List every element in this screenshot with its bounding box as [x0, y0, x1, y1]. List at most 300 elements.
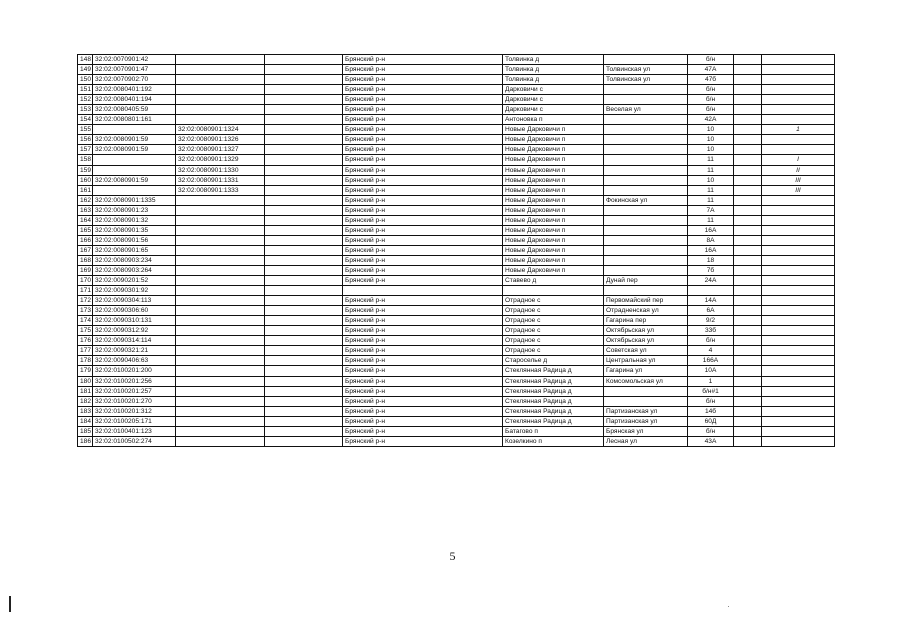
- row-number: 174: [78, 316, 93, 326]
- table-row: [78, 85, 835, 95]
- spacer-cell: [265, 195, 343, 205]
- cadastral-number: 32:02:0100201:256: [93, 376, 176, 386]
- cadastral-subnumber: [176, 75, 265, 85]
- spacer-cell: [265, 105, 343, 115]
- cadastral-number: 32:02:0080405:59: [93, 105, 176, 115]
- house-number: 42А: [688, 115, 734, 125]
- district: Брянский р-н: [343, 396, 503, 406]
- district: Брянский р-н: [343, 436, 503, 446]
- spacer-cell: [265, 316, 343, 326]
- cadastral-subnumber: [176, 65, 265, 75]
- cadastral-number: 32:02:0100201:270: [93, 396, 176, 406]
- street: [604, 386, 688, 396]
- spacer-cell: [265, 346, 343, 356]
- table-row: [78, 436, 835, 446]
- spacer-cell: [265, 75, 343, 85]
- house-number: 18: [688, 255, 734, 265]
- district: Брянский р-н: [343, 326, 503, 336]
- extra-cell: [734, 386, 762, 396]
- cadastral-number: 32:02:0090312:92: [93, 326, 176, 336]
- spacer-cell: [265, 165, 343, 175]
- spacer-cell: [265, 416, 343, 426]
- street: [604, 135, 688, 145]
- cadastral-number: 32:02:0090306:60: [93, 306, 176, 316]
- district: Брянский р-н: [343, 235, 503, 245]
- mark-cell: [762, 105, 835, 115]
- row-number: 183: [78, 406, 93, 416]
- spacer-cell: [265, 306, 343, 316]
- cadastral-subnumber: [176, 436, 265, 446]
- mark-cell: II: [762, 165, 835, 175]
- table-row: [78, 215, 835, 225]
- table-row: [78, 386, 835, 396]
- row-number: 169: [78, 265, 93, 275]
- mark-cell: [762, 205, 835, 215]
- table-row: [78, 175, 835, 185]
- mark-cell: [762, 215, 835, 225]
- cadastral-table: [77, 54, 835, 447]
- extra-cell: [734, 265, 762, 275]
- locality: Отрадное с: [503, 346, 604, 356]
- street: Дунай пер: [604, 276, 688, 286]
- row-number: 150: [78, 75, 93, 85]
- extra-cell: [734, 95, 762, 105]
- house-number: б/н: [688, 95, 734, 105]
- cadastral-subnumber: [176, 426, 265, 436]
- house-number: 8А: [688, 235, 734, 245]
- cadastral-subnumber: [176, 386, 265, 396]
- street: Веселая ул: [604, 105, 688, 115]
- locality: Ставево д: [503, 276, 604, 286]
- table-row: [78, 376, 835, 386]
- row-number: 159: [78, 165, 93, 175]
- locality: Отрадное с: [503, 306, 604, 316]
- scan-speck: [728, 606, 729, 607]
- table-row: [78, 336, 835, 346]
- mark-cell: [762, 195, 835, 205]
- extra-cell: [734, 416, 762, 426]
- cadastral-subnumber: [176, 326, 265, 336]
- cadastral-subnumber: 32:02:0080901:1324: [176, 125, 265, 135]
- locality: Толвинка д: [503, 75, 604, 85]
- row-number: 149: [78, 65, 93, 75]
- cadastral-number: 32:02:0070901:47: [93, 65, 176, 75]
- district: Брянский р-н: [343, 386, 503, 396]
- spacer-cell: [265, 366, 343, 376]
- cadastral-number: 32:02:0080901:59: [93, 135, 176, 145]
- cadastral-number: 32:02:0100201:257: [93, 386, 176, 396]
- cadastral-number: 32:02:0080901:59: [93, 175, 176, 185]
- cadastral-subnumber: [176, 215, 265, 225]
- locality: Стеклянная Радица д: [503, 376, 604, 386]
- cadastral-number: 32:02:0080901:1335: [93, 195, 176, 205]
- locality: Новые Дарковичи п: [503, 265, 604, 275]
- row-number: 181: [78, 386, 93, 396]
- table-row: [78, 316, 835, 326]
- extra-cell: [734, 215, 762, 225]
- district: Брянский р-н: [343, 255, 503, 265]
- table-row: [78, 416, 835, 426]
- cadastral-number: 32:02:0080401:194: [93, 95, 176, 105]
- cadastral-number: 32:02:0090406:63: [93, 356, 176, 366]
- district: Брянский р-н: [343, 416, 503, 426]
- cadastral-subnumber: [176, 55, 265, 65]
- house-number: 10: [688, 175, 734, 185]
- house-number: б/н: [688, 85, 734, 95]
- house-number: 6А: [688, 306, 734, 316]
- district: [343, 286, 503, 296]
- row-number: 170: [78, 276, 93, 286]
- locality: Новые Дарковичи п: [503, 235, 604, 245]
- row-number: 172: [78, 296, 93, 306]
- extra-cell: [734, 356, 762, 366]
- street: Центральная ул: [604, 356, 688, 366]
- street: [604, 145, 688, 155]
- extra-cell: [734, 245, 762, 255]
- spacer-cell: [265, 296, 343, 306]
- row-number: 158: [78, 155, 93, 165]
- mark-cell: [762, 376, 835, 386]
- extra-cell: [734, 276, 762, 286]
- locality: Новые Дарковичи п: [503, 205, 604, 215]
- district: Брянский р-н: [343, 265, 503, 275]
- locality: Толвинка д: [503, 65, 604, 75]
- district: Брянский р-н: [343, 376, 503, 386]
- cadastral-number: 32:02:0100201:312: [93, 406, 176, 416]
- spacer-cell: [265, 356, 343, 366]
- row-number: 164: [78, 215, 93, 225]
- table-row: [78, 125, 835, 135]
- street: [604, 95, 688, 105]
- street: Первомайский пер: [604, 296, 688, 306]
- spacer-cell: [265, 215, 343, 225]
- spacer-cell: [265, 225, 343, 235]
- locality: Новые Дарковичи п: [503, 245, 604, 255]
- house-number: 1: [688, 376, 734, 386]
- district: Брянский р-н: [343, 185, 503, 195]
- district: Брянский р-н: [343, 366, 503, 376]
- table-row: [78, 255, 835, 265]
- street: Толвинская ул: [604, 65, 688, 75]
- spacer-cell: [265, 386, 343, 396]
- table-row: [78, 346, 835, 356]
- spacer-cell: [265, 155, 343, 165]
- cadastral-subnumber: [176, 396, 265, 406]
- extra-cell: [734, 336, 762, 346]
- cadastral-number: [93, 185, 176, 195]
- cadastral-subnumber: [176, 346, 265, 356]
- extra-cell: [734, 366, 762, 376]
- table-row: [78, 155, 835, 165]
- house-number: 4: [688, 346, 734, 356]
- row-number: 154: [78, 115, 93, 125]
- mark-cell: [762, 396, 835, 406]
- district: Брянский р-н: [343, 165, 503, 175]
- locality: Дарковичи с: [503, 95, 604, 105]
- locality: Новые Дарковичи п: [503, 135, 604, 145]
- row-number: 161: [78, 185, 93, 195]
- locality: Отрадное с: [503, 316, 604, 326]
- scan-edge-mark: [9, 596, 11, 612]
- locality: Отрадное с: [503, 336, 604, 346]
- mark-cell: [762, 55, 835, 65]
- row-number: 175: [78, 326, 93, 336]
- district: Брянский р-н: [343, 105, 503, 115]
- locality: Дарковичи с: [503, 85, 604, 95]
- street: Октябрьская ул: [604, 326, 688, 336]
- mark-cell: [762, 145, 835, 155]
- district: Брянский р-н: [343, 65, 503, 75]
- district: Брянский р-н: [343, 125, 503, 135]
- locality: Новые Дарковичи п: [503, 185, 604, 195]
- house-number: 14б: [688, 406, 734, 416]
- extra-cell: [734, 255, 762, 265]
- cadastral-subnumber: [176, 105, 265, 115]
- district: Брянский р-н: [343, 336, 503, 346]
- locality: Отрадное с: [503, 326, 604, 336]
- extra-cell: [734, 165, 762, 175]
- extra-cell: [734, 346, 762, 356]
- cadastral-number: 32:02:0090301:92: [93, 286, 176, 296]
- row-number: 185: [78, 426, 93, 436]
- cadastral-subnumber: [176, 195, 265, 205]
- table-row: [78, 145, 835, 155]
- spacer-cell: [265, 235, 343, 245]
- mark-cell: 1: [762, 125, 835, 135]
- cadastral-number: 32:02:0080801:161: [93, 115, 176, 125]
- street: [604, 55, 688, 65]
- row-number: 166: [78, 235, 93, 245]
- spacer-cell: [265, 245, 343, 255]
- cadastral-number: 32:02:0100502:274: [93, 436, 176, 446]
- cadastral-subnumber: [176, 366, 265, 376]
- street: Брянская ул: [604, 426, 688, 436]
- extra-cell: [734, 105, 762, 115]
- extra-cell: [734, 155, 762, 165]
- mark-cell: [762, 346, 835, 356]
- cadastral-subnumber: [176, 286, 265, 296]
- street: [604, 155, 688, 165]
- mark-cell: [762, 316, 835, 326]
- house-number: 43А: [688, 436, 734, 446]
- locality: Стеклянная Радица д: [503, 366, 604, 376]
- street: [604, 165, 688, 175]
- cadastral-number: 32:02:0080901:65: [93, 245, 176, 255]
- house-number: б/н: [688, 55, 734, 65]
- house-number: 24А: [688, 276, 734, 286]
- extra-cell: [734, 426, 762, 436]
- district: Брянский р-н: [343, 276, 503, 286]
- extra-cell: [734, 376, 762, 386]
- district: Брянский р-н: [343, 175, 503, 185]
- district: Брянский р-н: [343, 95, 503, 105]
- row-number: 155: [78, 125, 93, 135]
- cadastral-subnumber: [176, 356, 265, 366]
- table-row: [78, 205, 835, 215]
- house-number: 11: [688, 165, 734, 175]
- district: Брянский р-н: [343, 296, 503, 306]
- district: Брянский р-н: [343, 55, 503, 65]
- cadastral-number: 32:02:0090310:131: [93, 316, 176, 326]
- cadastral-subnumber: [176, 296, 265, 306]
- table-row: [78, 95, 835, 105]
- locality: Староселье д: [503, 356, 604, 366]
- mark-cell: [762, 286, 835, 296]
- district: Брянский р-н: [343, 245, 503, 255]
- street: [604, 215, 688, 225]
- locality: Отрадное с: [503, 296, 604, 306]
- district: Брянский р-н: [343, 406, 503, 416]
- table-row: [78, 296, 835, 306]
- district: Брянский р-н: [343, 426, 503, 436]
- cadastral-subnumber: [176, 306, 265, 316]
- cadastral-subnumber: [176, 376, 265, 386]
- row-number: 173: [78, 306, 93, 316]
- table-row: [78, 135, 835, 145]
- row-number: 157: [78, 145, 93, 155]
- row-number: 168: [78, 255, 93, 265]
- mark-cell: [762, 406, 835, 416]
- cadastral-number: 32:02:0100205:171: [93, 416, 176, 426]
- cadastral-subnumber: 32:02:0080901:1326: [176, 135, 265, 145]
- mark-cell: [762, 95, 835, 105]
- table-row: [78, 276, 835, 286]
- cadastral-subnumber: [176, 416, 265, 426]
- locality: Козелкино п: [503, 436, 604, 446]
- cadastral-number: 32:02:0100201:200: [93, 366, 176, 376]
- house-number: 7А: [688, 205, 734, 215]
- cadastral-number: [93, 155, 176, 165]
- row-number: 180: [78, 376, 93, 386]
- mark-cell: [762, 356, 835, 366]
- spacer-cell: [265, 205, 343, 215]
- table-row: [78, 265, 835, 275]
- district: Брянский р-н: [343, 145, 503, 155]
- cadastral-number: 32:02:0080901:35: [93, 225, 176, 235]
- locality: Стеклянная Радица д: [503, 396, 604, 406]
- house-number: 10: [688, 135, 734, 145]
- house-number: 10: [688, 125, 734, 135]
- table-row: [78, 65, 835, 75]
- cadastral-subnumber: [176, 205, 265, 215]
- mark-cell: [762, 426, 835, 436]
- row-number: 186: [78, 436, 93, 446]
- table-row: [78, 115, 835, 125]
- mark-cell: [762, 265, 835, 275]
- cadastral-subnumber: [176, 245, 265, 255]
- cadastral-subnumber: 32:02:0080901:1331: [176, 175, 265, 185]
- spacer-cell: [265, 145, 343, 155]
- street: Комсомольская ул: [604, 376, 688, 386]
- street: Лесная ул: [604, 436, 688, 446]
- cadastral-subnumber: [176, 406, 265, 416]
- street: [604, 185, 688, 195]
- street: Партизанская ул: [604, 416, 688, 426]
- locality: [503, 286, 604, 296]
- house-number: 10А: [688, 366, 734, 376]
- locality: Толвинка д: [503, 55, 604, 65]
- locality: Стеклянная Радица д: [503, 406, 604, 416]
- district: Брянский р-н: [343, 135, 503, 145]
- table-row: [78, 366, 835, 376]
- cadastral-subnumber: 32:02:0080901:1333: [176, 185, 265, 195]
- locality: Стеклянная Радица д: [503, 386, 604, 396]
- row-number: 176: [78, 336, 93, 346]
- page-number: 5: [449, 549, 456, 563]
- spacer-cell: [265, 125, 343, 135]
- cadastral-number: 32:02:0080901:32: [93, 215, 176, 225]
- street: [604, 205, 688, 215]
- mark-cell: [762, 366, 835, 376]
- row-number: 151: [78, 85, 93, 95]
- house-number: 60Д: [688, 416, 734, 426]
- house-number: 47А: [688, 65, 734, 75]
- district: Брянский р-н: [343, 75, 503, 85]
- spacer-cell: [265, 436, 343, 446]
- cadastral-number: 32:02:0090314:114: [93, 336, 176, 346]
- spacer-cell: [265, 396, 343, 406]
- cadastral-number: 32:02:0080901:56: [93, 235, 176, 245]
- street: [604, 286, 688, 296]
- table-row: [78, 105, 835, 115]
- table-row: [78, 165, 835, 175]
- extra-cell: [734, 145, 762, 155]
- row-number: 152: [78, 95, 93, 105]
- cadastral-number: 32:02:0080903:234: [93, 255, 176, 265]
- mark-cell: [762, 225, 835, 235]
- district: Брянский р-н: [343, 356, 503, 366]
- cadastral-number: 32:02:0070901:42: [93, 55, 176, 65]
- house-number: б/н: [688, 396, 734, 406]
- spacer-cell: [265, 115, 343, 125]
- spacer-cell: [265, 95, 343, 105]
- district: Брянский р-н: [343, 225, 503, 235]
- cadastral-subnumber: [176, 276, 265, 286]
- district: Брянский р-н: [343, 85, 503, 95]
- spacer-cell: [265, 185, 343, 195]
- house-number: 16А: [688, 245, 734, 255]
- spacer-cell: [265, 175, 343, 185]
- cadastral-number: 32:02:0080901:59: [93, 145, 176, 155]
- spacer-cell: [265, 55, 343, 65]
- extra-cell: [734, 205, 762, 215]
- mark-cell: [762, 386, 835, 396]
- mark-cell: [762, 75, 835, 85]
- house-number: 11: [688, 215, 734, 225]
- extra-cell: [734, 185, 762, 195]
- mark-cell: III: [762, 185, 835, 195]
- table-row: [78, 235, 835, 245]
- extra-cell: [734, 316, 762, 326]
- house-number: 10: [688, 145, 734, 155]
- spacer-cell: [265, 85, 343, 95]
- extra-cell: [734, 296, 762, 306]
- row-number: 184: [78, 416, 93, 426]
- street: Партизанская ул: [604, 406, 688, 416]
- mark-cell: [762, 135, 835, 145]
- row-number: 171: [78, 286, 93, 296]
- cadastral-number: 32:02:0090321:21: [93, 346, 176, 356]
- district: Брянский р-н: [343, 205, 503, 215]
- street: Гагарина ул: [604, 366, 688, 376]
- house-number: 14А: [688, 296, 734, 306]
- row-number: 153: [78, 105, 93, 115]
- mark-cell: I: [762, 155, 835, 165]
- street: [604, 255, 688, 265]
- mark-cell: [762, 65, 835, 75]
- cadastral-number: 32:02:0080903:264: [93, 265, 176, 275]
- street: Фокинская ул: [604, 195, 688, 205]
